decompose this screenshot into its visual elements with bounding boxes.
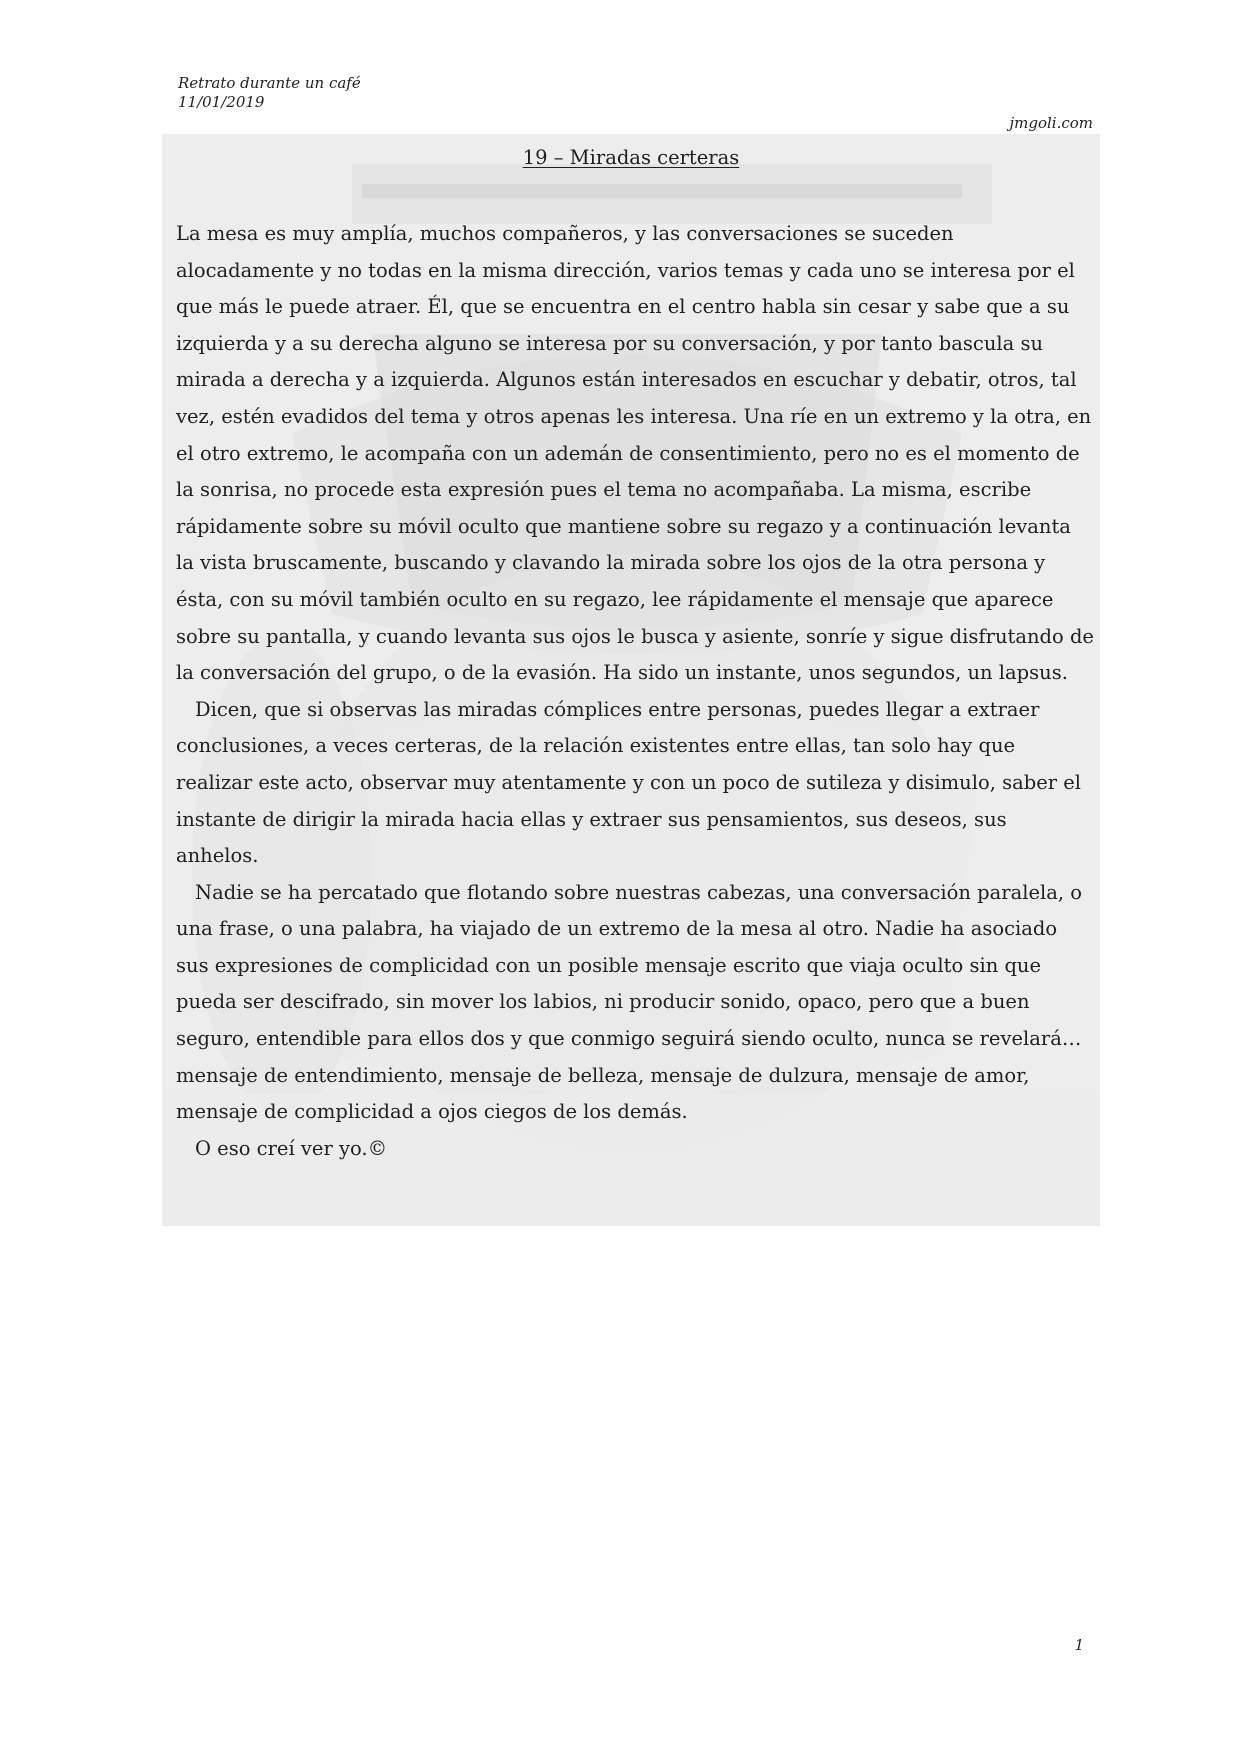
story-title: 19 – Miradas certeras [522,146,740,169]
site-name: jmgoli.com [1009,114,1093,132]
work-title: Retrato durante un café [178,74,361,92]
paragraph: Nadie se ha percatado que flotando sobre nuestras cabezas, una conversación paralela, o una frase, o una palabra, ha viajado de un extremo de la mesa al otro. Nadie ha asociado sus expresiones de complicidad con un posible mensaje escrito que viaja oculto sin que pueda ser descifrado, sin mover los labios, ni producir sonido, opaco, pero que a buen seguro, entendible para ellos dos y que conmigo seguirá siendo oculto, nunca se revelará… mensaje de entendimiento, mensaje de belleza, mensaje de dulzura, mensaje de amor, mensaje de complicidad a ojos ciegos de los demás. [176,880,1082,1124]
paragraph: O eso creí ver yo.© [195,1136,388,1160]
document-header [178,74,361,112]
story-body [176,216,1094,1167]
document-date: 11/01/2019 [178,93,265,111]
paragraph: Dicen, que si observas las miradas cómplices entre personas, puedes llegar a extraer conclusiones, a veces certeras, de la relación existentes entre ellas, tan solo hay que realizar este acto, observar muy atentamente y con un poco de sutileza y disimulo, saber el instante de dirigir la mirada hacia ellas y extraer sus pensamientos, sus deseos, sus anhelos. [176,697,1082,868]
page-number: 1 [1074,1636,1084,1654]
story-panel [162,134,1100,1226]
paragraph: La mesa es muy amplía, muchos compañeros, y las conversaciones se suceden alocadamente y no todas en la misma dirección, varios temas y cada uno se interesa por el que más le puede atraer. Él, que se encuentra en el centro habla sin cesar y sabe que a su izquierda y a su derecha alguno se interesa por su conversación, y por tanto bascula su mirada a derecha y a izquierda. Algunos están interesados en escuchar y debatir, otros, tal vez, estén evadidos del tema y otros apenas les interesa. Una ríe en un extremo y la otra, en el otro extremo, le acompaña con un ademán de consentimiento, pero no es el momento de la sonrisa, no procede esta expresión pues el tema no acompañaba. La misma, escribe rápidamente sobre su móvil oculto que mantiene sobre su regazo y a continuación levanta la vista bruscamente, buscando y clavando la mirada sobre los ojos de la otra persona y ésta, con su móvil también oculto en su regazo, lee rápidamente el mensaje que aparece sobre su pantalla, y cuando levanta sus ojos le busca y asiente, sonríe y sigue disfrutando de la conversación del grupo, o de la evasión. Ha sido un instante, unos segundos, un lapsus. [176,222,1094,685]
